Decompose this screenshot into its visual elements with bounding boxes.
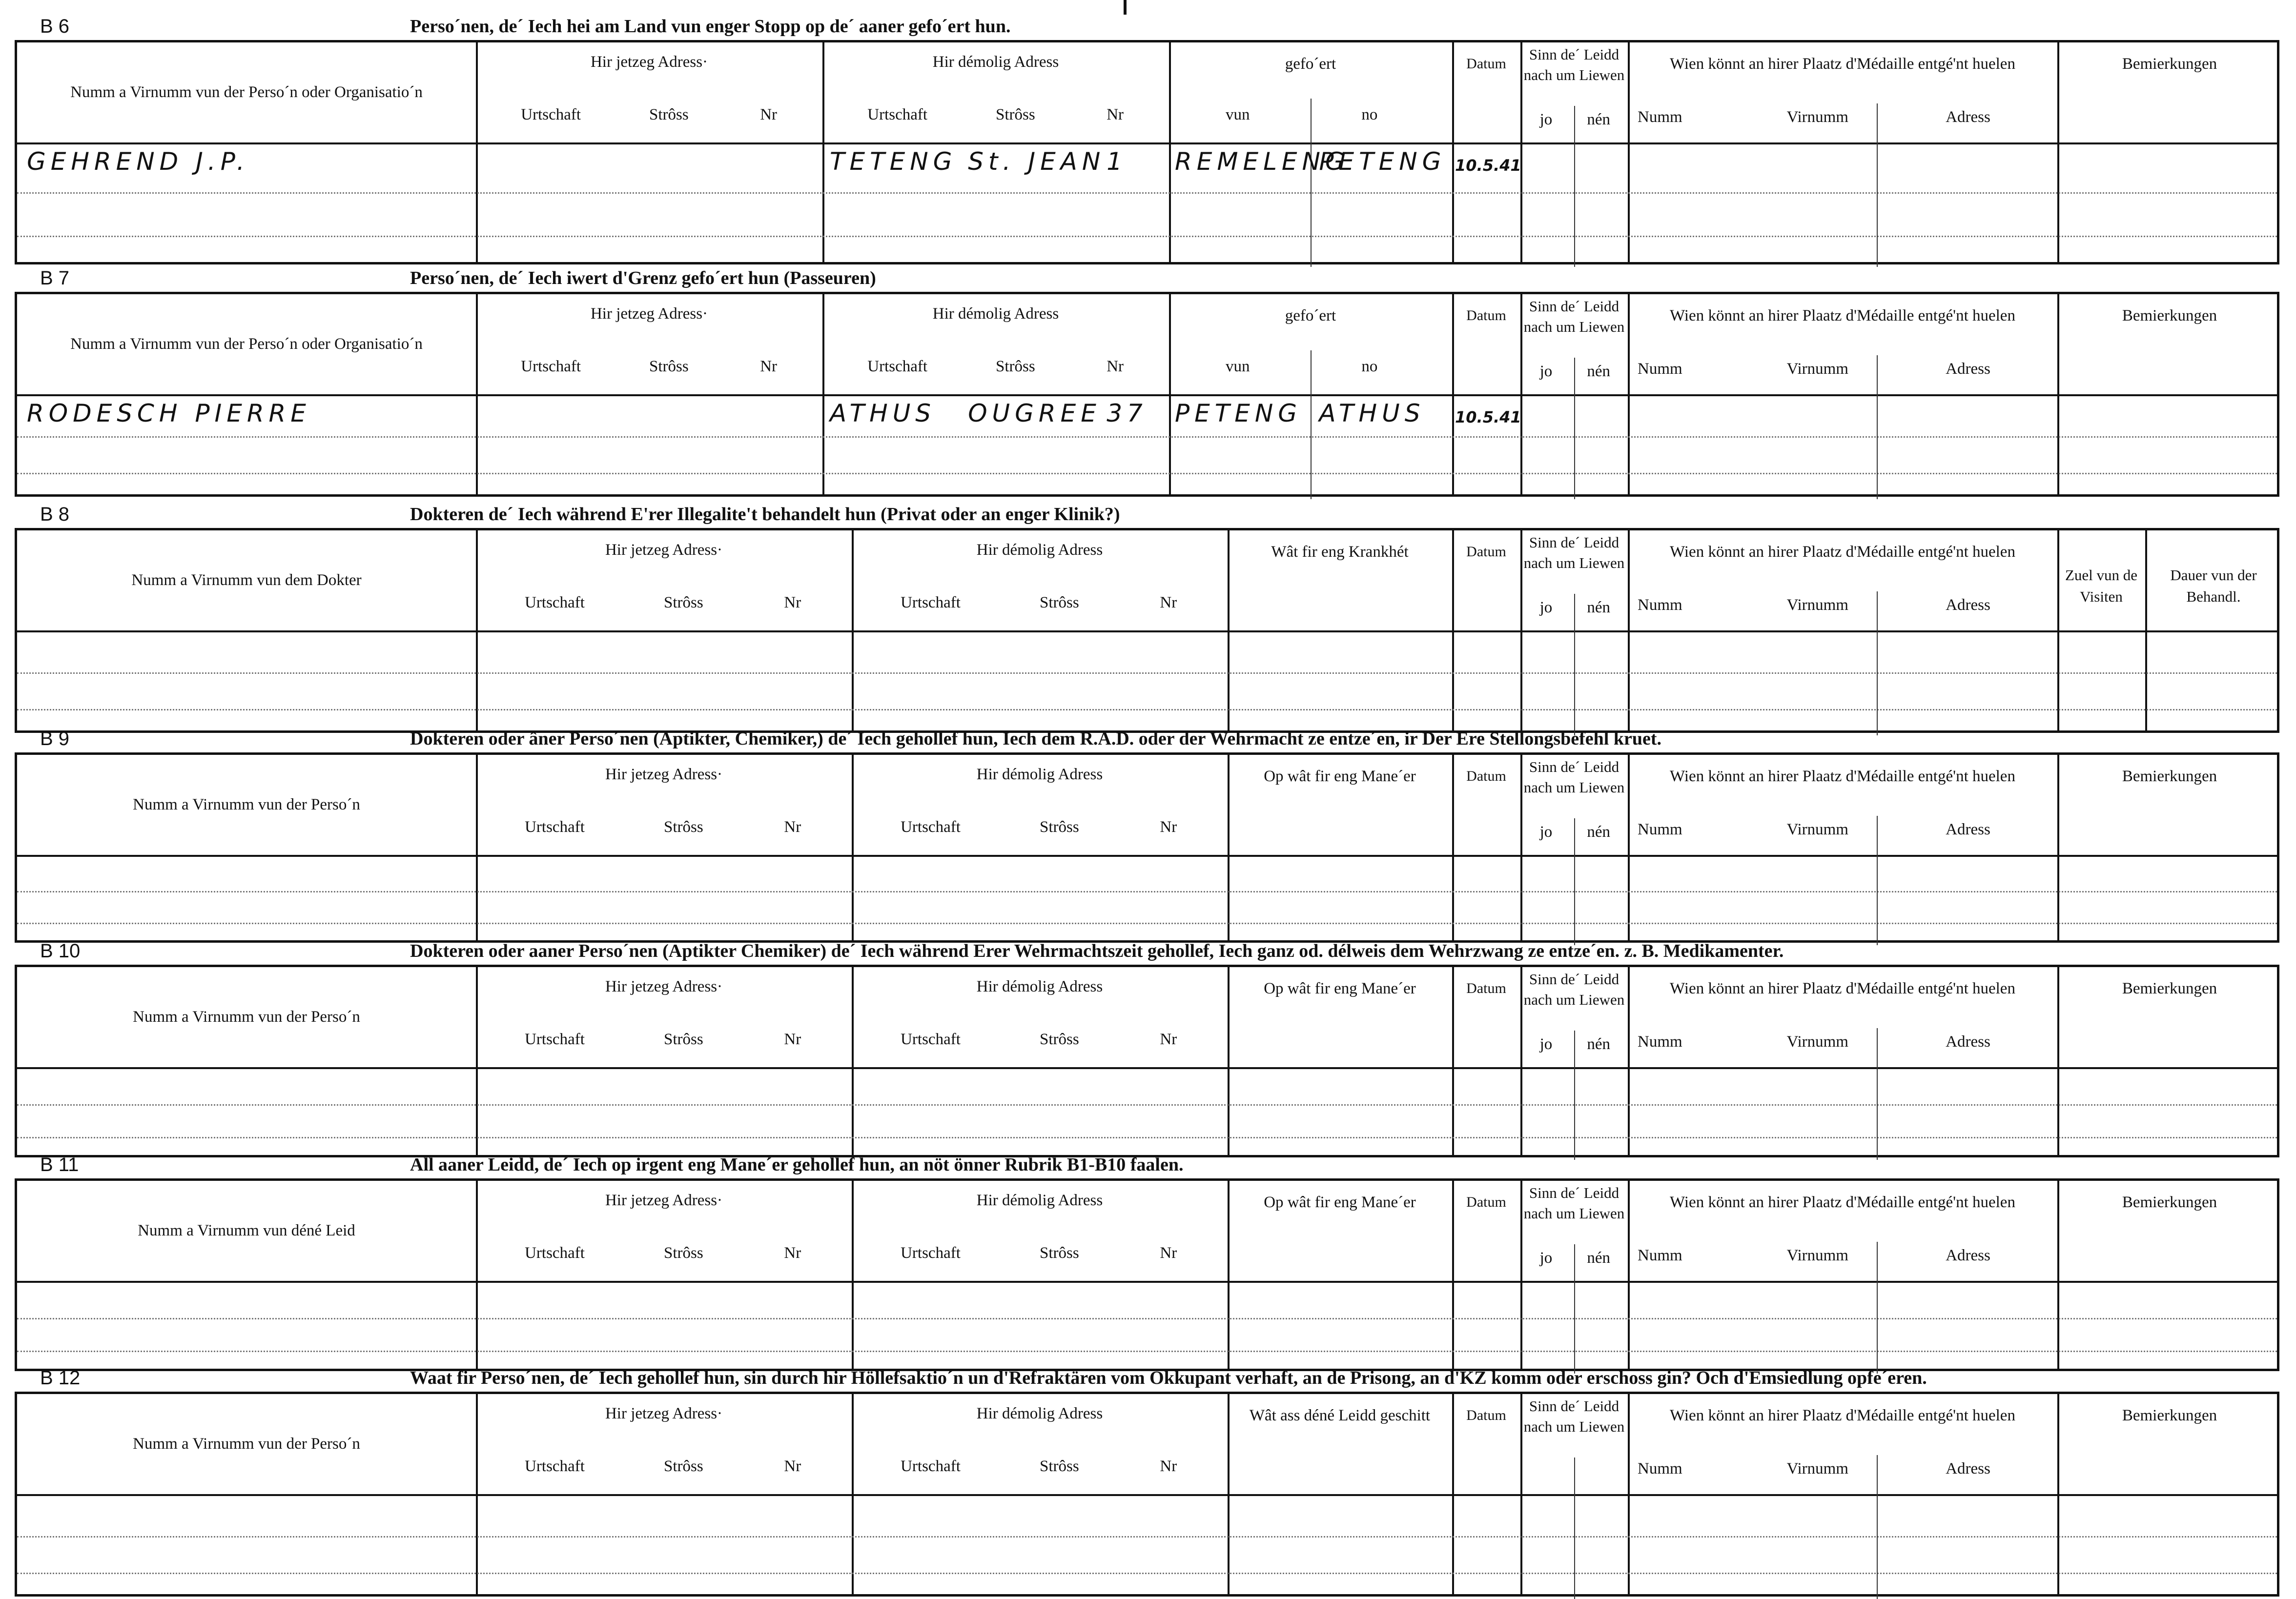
column-line bbox=[2057, 42, 2059, 262]
medal-divider bbox=[1877, 1242, 1878, 1374]
former-place-label: Urtschaft bbox=[867, 106, 928, 123]
entry-date: 10.5.41 bbox=[1455, 408, 1521, 426]
section-table bbox=[15, 965, 2279, 1157]
medal-name-label: Numm bbox=[1638, 1033, 1682, 1051]
remarks-header: Bemierkungen bbox=[2122, 768, 2217, 785]
medal-firstname-label: Virnumm bbox=[1786, 596, 1848, 614]
medal-header: Wien könnt an hirer Plaatz d'Médaille entgé'nt huelen bbox=[1670, 1407, 2015, 1424]
former-nr-label: Nr bbox=[1160, 818, 1177, 836]
former-address-header: Hir démolig Adress bbox=[932, 53, 1059, 71]
current-address-header: Hir jetzeg Adress· bbox=[605, 1192, 723, 1209]
datum-header: Datum bbox=[1466, 1407, 1506, 1423]
section-title: Dokteren de´ Iech während E'rer Illegalite't behandelt hun (Privat oder an enger Klinik?) bbox=[410, 504, 1120, 525]
alive-header: Sinn de´ Leidd nach um Liewen bbox=[1523, 534, 1625, 571]
entry-from: REMELENG bbox=[1175, 147, 1349, 176]
current-place-label: Urtschaft bbox=[521, 106, 581, 123]
current-place-label: Urtschaft bbox=[525, 1457, 585, 1475]
medal-name-label: Numm bbox=[1638, 1460, 1682, 1478]
yes-label: jo bbox=[1539, 111, 1553, 128]
former-street-label: Strôss bbox=[1040, 818, 1079, 836]
no-label: nén bbox=[1587, 111, 1611, 128]
medal-header: Wien könnt an hirer Plaatz d'Médaille entgé'nt huelen bbox=[1670, 307, 2015, 324]
dotted-line bbox=[17, 436, 2277, 438]
name-header: Numm a Virnumm vun der Perso´n oder Organisatio´n bbox=[70, 335, 423, 353]
former-nr-label: Nr bbox=[1107, 358, 1124, 375]
remarks-header: Bemierkungen bbox=[2122, 1194, 2217, 1211]
current-place-label: Urtschaft bbox=[525, 1244, 585, 1262]
header-rule bbox=[17, 1281, 2277, 1283]
dotted-line bbox=[17, 891, 2277, 892]
dotted-line bbox=[17, 1137, 2277, 1138]
column-line bbox=[1228, 755, 1230, 940]
medal-header: Wien könnt an hirer Plaatz d'Médaille entgé'nt huelen bbox=[1670, 55, 2015, 73]
dotted-line bbox=[17, 473, 2277, 474]
medal-name-label: Numm bbox=[1638, 821, 1682, 838]
medal-divider bbox=[1877, 1028, 1878, 1160]
medal-name-label: Numm bbox=[1638, 360, 1682, 378]
dotted-line bbox=[17, 1104, 2277, 1106]
entry-date: 10.5.41 bbox=[1455, 156, 1521, 175]
section-b-7 bbox=[15, 262, 2279, 497]
medal-divider bbox=[1877, 355, 1878, 499]
dotted-line bbox=[17, 1351, 2277, 1352]
medal-address-label: Adress bbox=[1946, 1460, 1990, 1478]
medal-header: Wien könnt an hirer Plaatz d'Médaille entgé'nt huelen bbox=[1670, 1194, 2015, 1211]
former-nr-label: Nr bbox=[1160, 1457, 1177, 1475]
remarks-header: Bemierkungen bbox=[2122, 1407, 2217, 1424]
former-place-label: Urtschaft bbox=[901, 1244, 961, 1262]
current-address-header: Hir jetzeg Adress· bbox=[605, 541, 723, 559]
section-title: Perso´nen, de´ Iech hei am Land vun enger Stopp op de´ aaner gefo´ert hun. bbox=[410, 16, 1011, 37]
header-rule bbox=[17, 142, 2277, 144]
name-header: Numm a Virnumm vun der Perso´n bbox=[133, 1008, 360, 1026]
section-table bbox=[15, 292, 2279, 497]
header-rule bbox=[17, 394, 2277, 396]
name-header: Numm a Virnumm vun der Perso´n oder Organisatio´n bbox=[70, 83, 423, 101]
former-place-label: Urtschaft bbox=[867, 358, 928, 375]
medal-firstname-label: Virnumm bbox=[1786, 1033, 1848, 1051]
former-street-label: Strôss bbox=[996, 358, 1035, 375]
column-line bbox=[476, 42, 478, 262]
remarks-header: Bemierkungen bbox=[2122, 307, 2217, 324]
datum-header: Datum bbox=[1466, 1194, 1506, 1210]
header-rule bbox=[17, 855, 2277, 857]
medal-address-label: Adress bbox=[1946, 108, 1990, 126]
current-nr-label: Nr bbox=[784, 594, 801, 611]
section-b-11 bbox=[15, 1148, 2279, 1371]
datum-header: Datum bbox=[1466, 544, 1506, 560]
alive-header: Sinn de´ Leidd nach um Liewen bbox=[1523, 46, 1625, 83]
section-title: Dokteren oder aaner Perso´nen (Aptikter Chemiker) de´ Iech während Erer Wehrmachtszeit gehollef, Iech ganz od. délweis dem Wehrzwang ze entze´en. z. B. Medikamenter. bbox=[410, 941, 1784, 961]
current-place-label: Urtschaft bbox=[525, 1031, 585, 1048]
visits-header: Zuel vun de Visiten bbox=[2065, 567, 2138, 605]
datum-header: Datum bbox=[1466, 980, 1506, 996]
remarks-header: Bemierkungen bbox=[2122, 55, 2217, 73]
section-table bbox=[15, 40, 2279, 264]
middle-header: Wât ass déné Leidd geschitt bbox=[1249, 1407, 1431, 1424]
dotted-line bbox=[17, 672, 2277, 674]
section-table bbox=[15, 752, 2279, 943]
middle-header: Op wât fir eng Mane´er bbox=[1264, 768, 1416, 785]
current-nr-label: Nr bbox=[784, 818, 801, 836]
column-line bbox=[1228, 1181, 1230, 1369]
column-line bbox=[1169, 42, 1171, 262]
current-address-header: Hir jetzeg Adress· bbox=[605, 978, 723, 995]
entry-name: GEHREND J.P. bbox=[27, 147, 249, 176]
no-label: nén bbox=[1587, 823, 1611, 841]
yes-label: jo bbox=[1539, 599, 1553, 616]
from-label: vun bbox=[1226, 358, 1250, 375]
section-b-9 bbox=[15, 722, 2279, 943]
current-nr-label: Nr bbox=[784, 1031, 801, 1048]
former-address-header: Hir démolig Adress bbox=[932, 305, 1059, 323]
no-label: nén bbox=[1587, 1035, 1611, 1053]
datum-header: Datum bbox=[1466, 307, 1506, 324]
name-header: Numm a Virnumm vun déné Leid bbox=[138, 1222, 355, 1239]
former-address-header: Hir démolig Adress bbox=[976, 1192, 1103, 1209]
section-b-12 bbox=[15, 1361, 2279, 1597]
section-header bbox=[15, 934, 2279, 965]
no-label: nén bbox=[1587, 363, 1611, 380]
from-to-divider bbox=[1311, 350, 1312, 499]
column-line bbox=[1628, 755, 1630, 940]
yes-label: jo bbox=[1539, 1035, 1553, 1053]
name-header: Numm a Virnumm vun der Perso´n bbox=[133, 1435, 360, 1453]
former-street-label: Strôss bbox=[996, 106, 1035, 123]
current-street-label: Strôss bbox=[664, 594, 703, 611]
medal-firstname-label: Virnumm bbox=[1786, 1460, 1848, 1478]
medal-header: Wien könnt an hirer Plaatz d'Médaille entgé'nt huelen bbox=[1670, 980, 2015, 997]
section-b-10 bbox=[15, 934, 2279, 1157]
section-table bbox=[15, 1178, 2279, 1371]
former-address-header: Hir démolig Adress bbox=[976, 766, 1103, 783]
yes-no-divider bbox=[1574, 106, 1575, 267]
dotted-line bbox=[17, 709, 2277, 710]
section-table bbox=[15, 528, 2279, 733]
alive-header: Sinn de´ Leidd nach um Liewen bbox=[1523, 1397, 1625, 1435]
header-rule bbox=[17, 630, 2277, 632]
entry-former-nr: 1 bbox=[1107, 147, 1127, 176]
from-to-divider bbox=[1311, 99, 1312, 267]
current-street-label: Strôss bbox=[664, 1457, 703, 1475]
name-header: Numm a Virnumm vun der Perso´n bbox=[133, 796, 360, 813]
section-code: B 12 bbox=[40, 1367, 81, 1389]
middle-header: Op wât fir eng Mane´er bbox=[1264, 1194, 1416, 1211]
yes-label: jo bbox=[1539, 363, 1553, 380]
medal-divider bbox=[1877, 816, 1878, 945]
current-place-label: Urtschaft bbox=[521, 358, 581, 375]
entry-to: ATHUS bbox=[1319, 399, 1425, 427]
dotted-line bbox=[17, 923, 2277, 924]
former-street-label: Strôss bbox=[1040, 1457, 1079, 1475]
dotted-line bbox=[17, 1536, 2277, 1538]
entry-former-nr: 37 bbox=[1107, 399, 1148, 427]
entry-name: RODESCH PIERRE bbox=[27, 399, 311, 427]
yes-no-divider bbox=[1574, 1244, 1575, 1374]
former-address-header: Hir démolig Adress bbox=[976, 1405, 1103, 1422]
medal-address-label: Adress bbox=[1946, 1033, 1990, 1051]
former-nr-label: Nr bbox=[1160, 594, 1177, 611]
section-title: Waat fir Perso´nen, de´ Iech gehollef hun, sin durch hir Höllefsaktio´n un d'Refraktären vom Okkupant verhaft, an de Prisong, an d'KZ komm oder erschoss gin? Och d'Emsiedlung opfe´eren. bbox=[410, 1368, 1927, 1388]
former-place-label: Urtschaft bbox=[901, 818, 961, 836]
section-b-8 bbox=[15, 498, 2279, 733]
current-street-label: Strôss bbox=[649, 358, 689, 375]
former-place-label: Urtschaft bbox=[901, 1031, 961, 1048]
middle-header: gefo´ert bbox=[1285, 307, 1336, 324]
current-nr-label: Nr bbox=[784, 1457, 801, 1475]
column-line bbox=[1628, 1181, 1630, 1369]
medal-divider bbox=[1877, 103, 1878, 267]
current-address-header: Hir jetzeg Adress· bbox=[605, 766, 723, 783]
current-nr-label: Nr bbox=[760, 358, 778, 375]
middle-header: Wât fir eng Krankhét bbox=[1271, 543, 1409, 561]
remarks-header: Bemierkungen bbox=[2122, 980, 2217, 997]
section-title: All aaner Leidd, de´ Iech op irgent eng Mane´er gehollef hun, an nöt önner Rubrik B1-B10 faalen. bbox=[410, 1154, 1184, 1175]
current-nr-label: Nr bbox=[760, 106, 778, 123]
header-rule bbox=[17, 1067, 2277, 1069]
column-line bbox=[1628, 967, 1630, 1155]
yes-no-divider bbox=[1574, 1457, 1575, 1599]
medal-address-label: Adress bbox=[1946, 821, 1990, 838]
former-street-label: Strôss bbox=[1040, 594, 1079, 611]
yes-no-divider bbox=[1574, 358, 1575, 499]
datum-header: Datum bbox=[1466, 56, 1506, 72]
dotted-line bbox=[17, 1573, 2277, 1574]
section-code: B 10 bbox=[40, 940, 81, 962]
medal-header: Wien könnt an hirer Plaatz d'Médaille entgé'nt huelen bbox=[1670, 543, 2015, 561]
current-street-label: Strôss bbox=[664, 818, 703, 836]
section-code: B 6 bbox=[40, 16, 70, 37]
alive-header: Sinn de´ Leidd nach um Liewen bbox=[1523, 298, 1625, 335]
medal-address-label: Adress bbox=[1946, 1247, 1990, 1264]
alive-header: Sinn de´ Leidd nach um Liewen bbox=[1523, 1184, 1625, 1222]
medal-name-label: Numm bbox=[1638, 108, 1682, 126]
dotted-line bbox=[17, 192, 2277, 194]
current-address-header: Hir jetzeg Adress· bbox=[605, 1405, 723, 1422]
section-b-6 bbox=[15, 10, 2279, 264]
yes-label: jo bbox=[1539, 1249, 1553, 1267]
section-header bbox=[15, 262, 2279, 292]
current-place-label: Urtschaft bbox=[525, 594, 585, 611]
entry-former-place: TETENG bbox=[830, 147, 957, 176]
yes-label: jo bbox=[1539, 823, 1553, 841]
column-line bbox=[1628, 42, 1630, 262]
entry-to: PETENG bbox=[1319, 147, 1446, 176]
column-line bbox=[1228, 967, 1230, 1155]
section-header bbox=[15, 722, 2279, 752]
from-label: vun bbox=[1226, 106, 1250, 123]
section-header bbox=[15, 10, 2279, 40]
entry-former-street: St. JEAN bbox=[968, 147, 1106, 176]
middle-header: Op wât fir eng Mane´er bbox=[1264, 980, 1416, 997]
yes-no-divider bbox=[1574, 818, 1575, 945]
section-header bbox=[15, 498, 2279, 528]
former-place-label: Urtschaft bbox=[901, 1457, 961, 1475]
medal-header: Wien könnt an hirer Plaatz d'Médaille entgé'nt huelen bbox=[1670, 768, 2015, 785]
alive-header: Sinn de´ Leidd nach um Liewen bbox=[1523, 971, 1625, 1008]
medal-firstname-label: Virnumm bbox=[1786, 108, 1848, 126]
yes-no-divider bbox=[1574, 1031, 1575, 1160]
column-line bbox=[1452, 42, 1454, 262]
datum-header: Datum bbox=[1466, 768, 1506, 784]
alive-header: Sinn de´ Leidd nach um Liewen bbox=[1523, 758, 1625, 796]
medal-name-label: Numm bbox=[1638, 1247, 1682, 1264]
section-title: Perso´nen, de´ Iech iwert d'Grenz gefo´ert hun (Passeuren) bbox=[410, 268, 876, 288]
current-nr-label: Nr bbox=[784, 1244, 801, 1262]
section-header bbox=[15, 1361, 2279, 1392]
entry-former-street: OUGREE bbox=[968, 399, 1101, 427]
medal-divider bbox=[1877, 591, 1878, 735]
section-code: B 11 bbox=[40, 1154, 79, 1175]
to-label: no bbox=[1361, 358, 1378, 375]
section-code: B 7 bbox=[40, 267, 70, 289]
to-label: no bbox=[1361, 106, 1378, 123]
header-rule bbox=[17, 1494, 2277, 1496]
dotted-line bbox=[17, 236, 2277, 237]
name-header: Numm a Virnumm vun dem Dokter bbox=[131, 571, 362, 589]
former-address-header: Hir démolig Adress bbox=[976, 978, 1103, 995]
dotted-line bbox=[17, 1318, 2277, 1319]
section-code: B 8 bbox=[40, 504, 70, 525]
section-code: B 9 bbox=[40, 728, 70, 749]
medal-address-label: Adress bbox=[1946, 360, 1990, 378]
current-address-header: Hir jetzeg Adress· bbox=[590, 53, 708, 71]
entry-former-place: ATHUS bbox=[830, 399, 936, 427]
current-street-label: Strôss bbox=[664, 1244, 703, 1262]
former-street-label: Strôss bbox=[1040, 1244, 1079, 1262]
medal-divider bbox=[1877, 1455, 1878, 1599]
medal-firstname-label: Virnumm bbox=[1786, 1247, 1848, 1264]
column-line bbox=[822, 42, 824, 262]
current-street-label: Strôss bbox=[649, 106, 689, 123]
no-label: nén bbox=[1587, 599, 1611, 616]
current-place-label: Urtschaft bbox=[525, 818, 585, 836]
medal-firstname-label: Virnumm bbox=[1786, 821, 1848, 838]
section-table bbox=[15, 1392, 2279, 1597]
former-place-label: Urtschaft bbox=[901, 594, 961, 611]
current-street-label: Strôss bbox=[664, 1031, 703, 1048]
medal-address-label: Adress bbox=[1946, 596, 1990, 614]
former-nr-label: Nr bbox=[1160, 1031, 1177, 1048]
former-street-label: Strôss bbox=[1040, 1031, 1079, 1048]
section-title: Dokteren oder âner Perso´nen (Aptikter, Chemiker,) de´ Iech gehollef hun, Iech dem R.A.D. oder der Wehrmacht ze entze´en, ir Der Ere Stellongsbefehl kruet. bbox=[410, 729, 1661, 749]
no-label: nén bbox=[1587, 1249, 1611, 1267]
former-nr-label: Nr bbox=[1160, 1244, 1177, 1262]
medal-firstname-label: Virnumm bbox=[1786, 360, 1848, 378]
entry-from: PETENG bbox=[1175, 399, 1302, 427]
former-nr-label: Nr bbox=[1107, 106, 1124, 123]
duration-header: Dauer vun der Behandl. bbox=[2170, 567, 2257, 605]
yes-no-divider bbox=[1574, 594, 1575, 735]
middle-header: gefo´ert bbox=[1285, 55, 1336, 73]
current-address-header: Hir jetzeg Adress· bbox=[590, 305, 708, 323]
medal-name-label: Numm bbox=[1638, 596, 1682, 614]
former-address-header: Hir démolig Adress bbox=[976, 541, 1103, 559]
section-header bbox=[15, 1148, 2279, 1178]
